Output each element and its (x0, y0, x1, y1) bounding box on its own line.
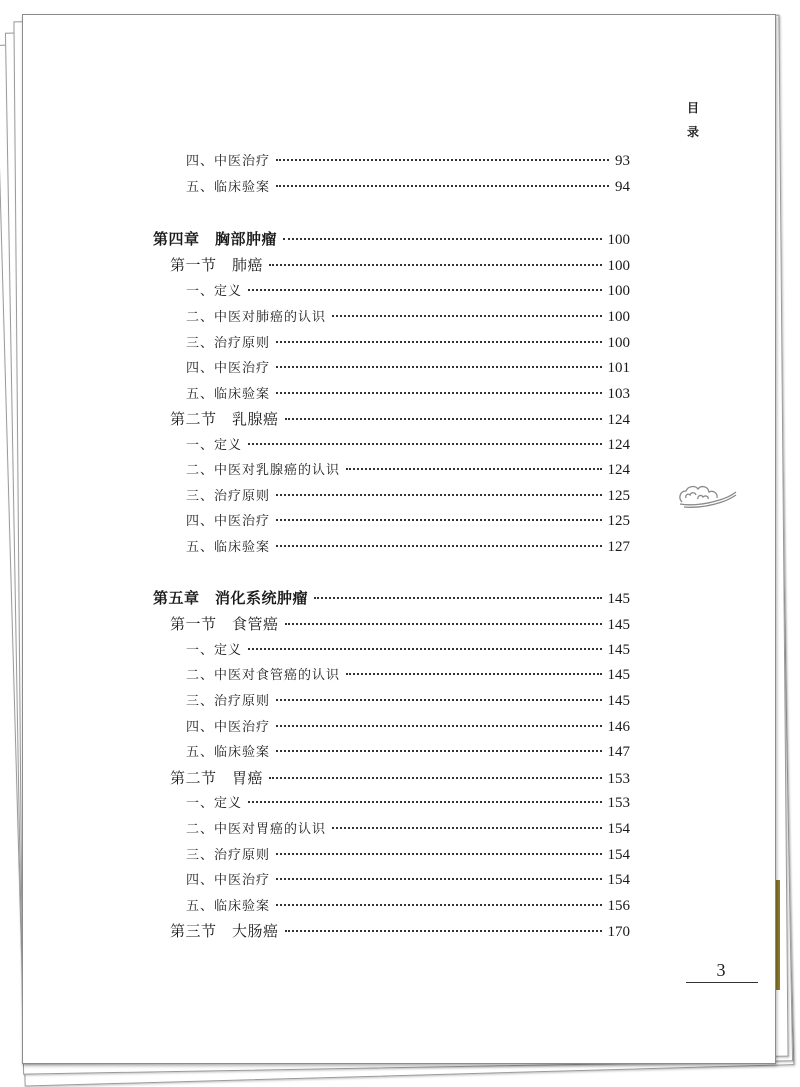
toc-entry-title: 三、治疗原则 (186, 848, 271, 863)
toc-entry-page: 145 (607, 591, 630, 607)
toc-subsection-entry (186, 485, 630, 507)
toc-chapter-entry (153, 228, 630, 250)
header-char: 目 (686, 101, 699, 115)
toc-dot-leader (276, 545, 601, 547)
toc-dot-leader (276, 725, 601, 727)
toc-dot-leader (276, 341, 601, 343)
toc-entry-page: 127 (607, 539, 630, 555)
toc-entry-page: 101 (607, 360, 630, 376)
toc-entry-page: 156 (607, 898, 630, 914)
toc-entry-page: 146 (607, 719, 630, 735)
toc-subsection-entry (186, 357, 630, 379)
toc-entry-title: 四、中医治疗 (186, 361, 271, 376)
toc-entry-page: 153 (607, 771, 630, 787)
toc-dot-leader (248, 443, 601, 445)
toc-entry-title: 四、中医治疗 (186, 873, 271, 888)
toc-entry-title: 三、治疗原则 (186, 694, 271, 709)
toc-entry-page: 145 (607, 642, 630, 658)
toc-chapter-entry (153, 587, 630, 609)
toc-entry-title: 五、临床验案 (186, 540, 271, 555)
toc-subsection-entry (186, 639, 630, 661)
toc-subsection-entry (186, 716, 630, 738)
toc-dot-leader (276, 750, 601, 752)
header-char: 录 (686, 125, 699, 139)
toc-subsection-entry (186, 869, 630, 891)
toc-subsection-entry (186, 150, 630, 172)
toc-subsection-entry (186, 741, 630, 763)
toc-subsection-entry (186, 176, 630, 198)
toc-entry-title: 四、中医治疗 (186, 720, 271, 735)
toc-entry-page: 125 (607, 488, 630, 504)
toc-dot-leader (276, 878, 601, 880)
toc-entry-title: 三、治疗原则 (186, 489, 271, 504)
toc-entry-title: 四、中医治疗 (186, 514, 271, 529)
toc-subsection-entry (186, 306, 630, 328)
toc-dot-leader (248, 648, 601, 650)
toc-entry-page: 154 (607, 847, 630, 863)
toc-entry-page: 153 (607, 795, 630, 811)
toc-subsection-entry (186, 536, 630, 558)
toc-entry-title: 第五章 消化系统肿瘤 (153, 589, 309, 607)
toc-entry-title: 五、临床验案 (186, 745, 271, 760)
toc-dot-leader (346, 673, 601, 675)
toc-dot-leader (285, 623, 602, 625)
toc-entry-title: 第一节 食管癌 (170, 615, 279, 633)
toc-entry-page: 100 (607, 232, 630, 248)
toc-entry-page: 170 (607, 924, 630, 940)
toc-entry-page: 124 (607, 412, 630, 428)
toc-dot-leader (276, 185, 609, 187)
toc-entry-title: 二、中医对胃癌的认识 (186, 822, 327, 837)
toc-subsection-entry (186, 895, 630, 917)
toc-entry-title: 第一节 肺癌 (170, 256, 264, 274)
toc-entry-page: 124 (607, 437, 630, 453)
toc-section-entry (170, 408, 630, 430)
toc-entry-page: 145 (607, 693, 630, 709)
toc-subsection-entry (186, 434, 630, 456)
toc-dot-leader (276, 159, 609, 161)
toc-section-entry (170, 254, 630, 276)
toc-dot-leader (285, 418, 602, 420)
toc-section-entry (170, 920, 630, 942)
toc-subsection-entry (186, 844, 630, 866)
toc-dot-leader (285, 930, 602, 932)
toc-entry-page: 124 (607, 462, 630, 478)
toc-entry-page: 145 (607, 617, 630, 633)
page-number: 3 (716, 960, 726, 980)
toc-subsection-entry (186, 664, 630, 686)
toc-dot-leader (283, 238, 601, 240)
toc-dot-leader (276, 494, 601, 496)
toc-entry-page: 154 (607, 872, 630, 888)
toc-subsection-entry (186, 792, 630, 814)
toc-subsection-entry (186, 459, 630, 481)
toc-entry-title: 一、定义 (186, 796, 243, 811)
toc-entry-title: 二、中医对乳腺癌的认识 (186, 463, 341, 478)
toc-entry-page: 93 (615, 153, 630, 169)
toc-entry-page: 94 (615, 179, 630, 195)
toc-entry-title: 第二节 胃癌 (170, 769, 264, 787)
toc-dot-leader (276, 519, 601, 521)
toc-dot-leader (248, 801, 601, 803)
toc-entry-page: 100 (607, 335, 630, 351)
toc-entry-title: 第三节 大肠癌 (170, 922, 279, 940)
toc-dot-leader (346, 468, 601, 470)
page-number-rule (686, 982, 758, 983)
toc-subsection-entry (186, 510, 630, 532)
toc-entry-title: 四、中医治疗 (186, 154, 271, 169)
toc-section-entry (170, 767, 630, 789)
toc-dot-leader (332, 827, 601, 829)
toc-entry-page: 147 (607, 744, 630, 760)
toc-entry-page: 103 (607, 386, 630, 402)
cloud-ornament-icon (676, 480, 738, 510)
toc-entry-title: 五、临床验案 (186, 387, 271, 402)
toc-entry-page: 125 (607, 513, 630, 529)
toc-entry-page: 145 (607, 667, 630, 683)
toc-entry-title: 五、临床验案 (186, 180, 271, 195)
toc-dot-leader (269, 777, 601, 779)
toc-entry-title: 二、中医对肺癌的认识 (186, 310, 327, 325)
toc-dot-leader (276, 392, 601, 394)
toc-dot-leader (332, 315, 601, 317)
toc-dot-leader (314, 597, 601, 599)
toc-subsection-entry (186, 332, 630, 354)
toc-dot-leader (276, 904, 601, 906)
toc-dot-leader (276, 853, 601, 855)
toc-entry-page: 100 (607, 283, 630, 299)
toc-dot-leader (269, 264, 601, 266)
toc-dot-leader (248, 289, 601, 291)
toc-entry-title: 一、定义 (186, 643, 243, 658)
toc-dot-leader (276, 366, 601, 368)
toc-entry-title: 二、中医对食管癌的认识 (186, 668, 341, 683)
toc-entry-title: 第四章 胸部肿瘤 (153, 230, 278, 248)
toc-subsection-entry (186, 383, 630, 405)
toc-subsection-entry (186, 280, 630, 302)
toc-subsection-entry (186, 690, 630, 712)
toc-entry-page: 100 (607, 309, 630, 325)
toc-entry-title: 三、治疗原则 (186, 336, 271, 351)
toc-entry-title: 第二节 乳腺癌 (170, 410, 279, 428)
toc-entry-title: 一、定义 (186, 284, 243, 299)
toc-entry-page: 100 (607, 258, 630, 274)
toc-dot-leader (276, 699, 601, 701)
toc-entry-title: 五、临床验案 (186, 899, 271, 914)
toc-entry-title: 一、定义 (186, 438, 243, 453)
toc-entry-page: 154 (607, 821, 630, 837)
toc-section-entry (170, 613, 630, 635)
toc-subsection-entry (186, 818, 630, 840)
